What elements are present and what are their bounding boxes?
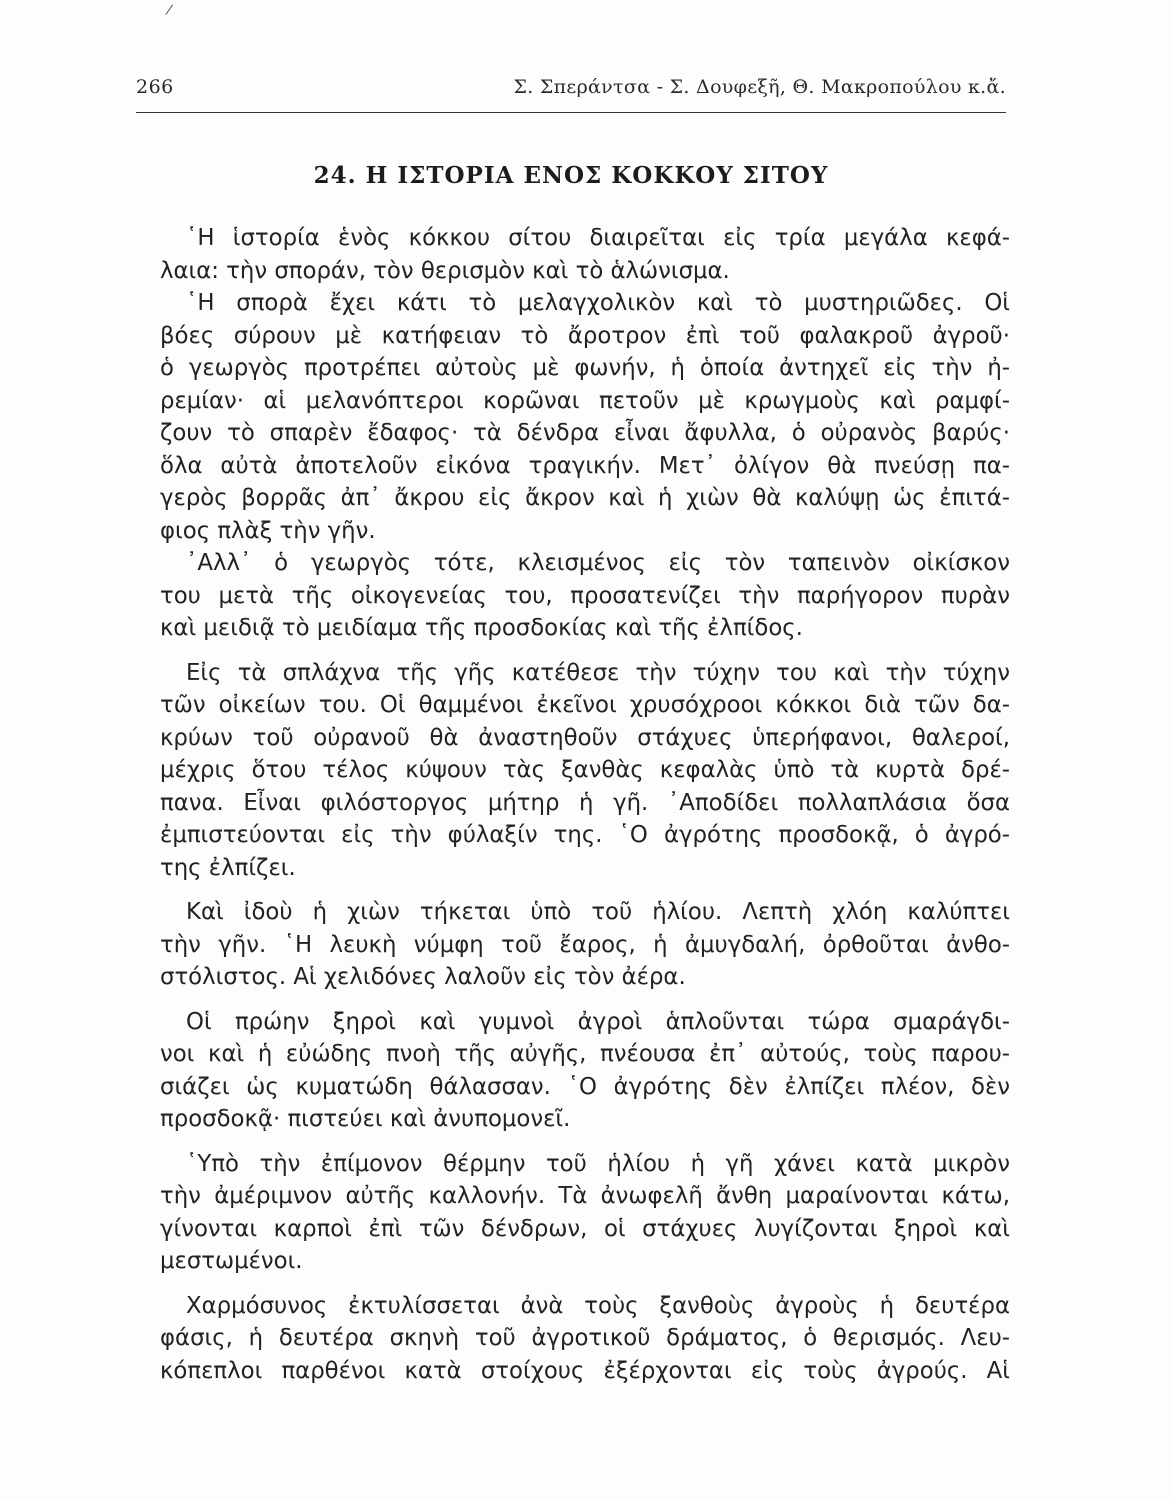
paragraph-gap xyxy=(160,1136,1010,1148)
text-line: λαια: τὴν σποράν, τὸν θερισμὸν καὶ τὸ ἁλώνισμα. xyxy=(160,257,730,284)
paragraph xyxy=(160,1006,1010,1136)
paragraph-gap xyxy=(160,1278,1010,1290)
text-line: ῾Υπὸ τὴν ἐπίμονον θέρμην τοῦ ἡλίου ἡ γῆ χάνει κατὰ μικρὸν xyxy=(186,1150,1010,1177)
text-line: νοι καὶ ἡ εὐώδης πνοὴ τῆς αὐγῆς, πνέουσα ἐπ᾽ αὐτούς, τοὺς παρου- xyxy=(160,1041,1010,1067)
body-text xyxy=(160,222,1010,1387)
pencil-mark xyxy=(165,5,179,20)
paragraph-gap xyxy=(160,994,1010,1006)
text-line: Καὶ ἰδοὺ ἡ χιὼν τήκεται ὑπὸ τοῦ ἡλίου. Λεπτὴ χλόη καλύπτει xyxy=(186,899,1010,925)
text-line: μεστωμένοι. xyxy=(160,1248,303,1274)
text-line: τὴν γῆν. ῾Η λευκὴ νύμφη τοῦ ἔαρος, ἡ ἀμυγδαλή, ὀρθοῦται ἀνθο- xyxy=(160,931,1010,958)
running-head: Σ. Σπεράντσα - Σ. Δουφεξῆ, Θ. Μακροπούλου κ.ἄ. xyxy=(513,76,1006,98)
text-line: Εἰς τὰ σπλάχνα τῆς γῆς κατέθεσε τὴν τύχην του καὶ τὴν τύχην xyxy=(186,659,1010,686)
text-line: τὴν ἀμέριμνον αὐτῆς καλλονήν. Τὰ ἀνωφελῆ ἄνθη μαραίνονται κάτω, xyxy=(160,1183,1010,1209)
paragraph xyxy=(160,896,1010,994)
page-number: 266 xyxy=(136,76,174,98)
text-line: του μετὰ τῆς οἰκογενείας του, προσατενίζει τὴν παρήγορον πυρὰν xyxy=(160,582,1010,609)
text-line: πανα. Εἶναι φιλόστοργος μήτηρ ἡ γῆ. ᾽Αποδίδει πολλαπλάσια ὅσα xyxy=(160,789,1010,816)
text-line: μέχρις ὅτου τέλος κύψουν τὰς ξανθὰς κεφαλὰς ὑπὸ τὰ κυρτὰ δρέ- xyxy=(160,757,1010,783)
paragraph-gap xyxy=(160,884,1010,896)
text-line: στόλιστος. Αἱ χελιδόνες λαλοῦν εἰς τὸν ἀέρα. xyxy=(160,964,686,990)
paragraph xyxy=(160,287,1010,547)
text-line: φιος πλὰξ τὴν γῆν. xyxy=(160,517,376,544)
paragraph xyxy=(160,1148,1010,1278)
text-line: γερὸς βορρᾶς ἀπ᾽ ἄκρου εἰς ἄκρον καὶ ἡ χιὼν θὰ καλύψῃ ὡς ἐπιτά- xyxy=(160,485,1010,511)
text-line: ῾Η ἱστορία ἑνὸς κόκκου σίτου διαιρεῖται εἰς τρία μεγάλα κεφά- xyxy=(186,225,1010,251)
text-line: γίνονται καρποὶ ἐπὶ τῶν δένδρων, οἱ στάχυες λυγίζονται ξηροὶ καὶ xyxy=(160,1215,1010,1242)
text-line: ὅλα αὐτὰ ἀποτελοῦν εἰκόνα τραγικήν. Μετ᾽ ὀλίγον θὰ πνεύσῃ πα- xyxy=(160,452,1010,479)
text-line: της ἐλπίζει. xyxy=(160,854,296,881)
text-line: Οἱ πρώην ξηροὶ καὶ γυμνοὶ ἀγροὶ ἁπλοῦνται τώρα σμαράγδι- xyxy=(186,1008,1010,1035)
text-line: ὁ γεωργὸς προτρέπει αὐτοὺς μὲ φωνήν, ἡ ὁποία ἀντηχεῖ εἰς τὴν ἠ- xyxy=(160,355,1010,381)
text-line: κόπεπλοι παρθένοι κατὰ στοίχους ἐξέρχονται εἰς τοὺς ἀγρούς. Αἱ xyxy=(160,1357,1010,1384)
text-line: σιάζει ὡς κυματώδη θάλασσαν. ῾Ο ἀγρότης δὲν ἐλπίζει πλέον, δὲν xyxy=(160,1073,1010,1100)
paragraph xyxy=(160,1290,1010,1388)
text-line: βόες σύρουν μὲ κατήφειαν τὸ ἄροτρον ἐπὶ τοῦ φαλακροῦ ἀγροῦ· xyxy=(160,322,1010,349)
header-rule xyxy=(136,112,1006,113)
text-line: φάσις, ἡ δευτέρα σκηνὴ τοῦ ἀγροτικοῦ δράματος, ὁ θερισμός. Λευ- xyxy=(160,1325,1010,1351)
paragraph xyxy=(160,222,1010,287)
text-line: ἐμπιστεύονται εἰς τὴν φύλαξίν της. ῾Ο ἀγρότης προσδοκᾷ, ὁ ἀγρό- xyxy=(160,822,1010,848)
paragraph xyxy=(160,657,1010,885)
text-line: κρύων τοῦ οὐρανοῦ θὰ ἀναστηθοῦν στάχυες ὑπερήφανοι, θαλεροί, xyxy=(160,724,1010,751)
text-line: τῶν οἰκείων του. Οἱ θαμμένοι ἐκεῖνοι χρυσόχροοι κόκκοι διὰ τῶν δα- xyxy=(160,692,1010,718)
text-line: Χαρμόσυνος ἐκτυλίσσεται ἀνὰ τοὺς ξανθοὺς ἀγροὺς ἡ δευτέρα xyxy=(186,1292,1010,1319)
chapter-title: 24. Η ΙΣΤΟΡΙΑ ΕΝΟΣ ΚΟΚΚΟΥ ΣΙΤΟΥ xyxy=(313,162,829,189)
paragraph-gap xyxy=(160,645,1010,657)
text-line: ρεμίαν· αἱ μελανόπτεροι κορῶναι πετοῦν μὲ κρωγμοὺς καὶ ραμφί- xyxy=(160,387,1010,414)
text-line: καὶ μειδιᾷ τὸ μειδίαμα τῆς προσδοκίας καὶ τῆς ἐλπίδος. xyxy=(160,615,803,641)
text-line: ᾽Αλλ᾽ ὁ γεωργὸς τότε, κλεισμένος εἰς τὸν ταπεινὸν οἰκίσκον xyxy=(186,550,1010,576)
page-header xyxy=(136,76,1006,106)
text-line: ζουν τὸ σπαρὲν ἔδαφος· τὰ δένδρα εἶναι ἄφυλλα, ὁ οὐρανὸς βαρύς· xyxy=(160,420,1010,446)
paragraph xyxy=(160,547,1010,645)
text-line: προσδοκᾷ· πιστεύει καὶ ἀνυπομονεῖ. xyxy=(160,1106,571,1132)
text-line: ῾Η σπορὰ ἔχει κάτι τὸ μελαγχολικὸν καὶ τὸ μυστηριῶδες. Οἱ xyxy=(186,290,1010,316)
